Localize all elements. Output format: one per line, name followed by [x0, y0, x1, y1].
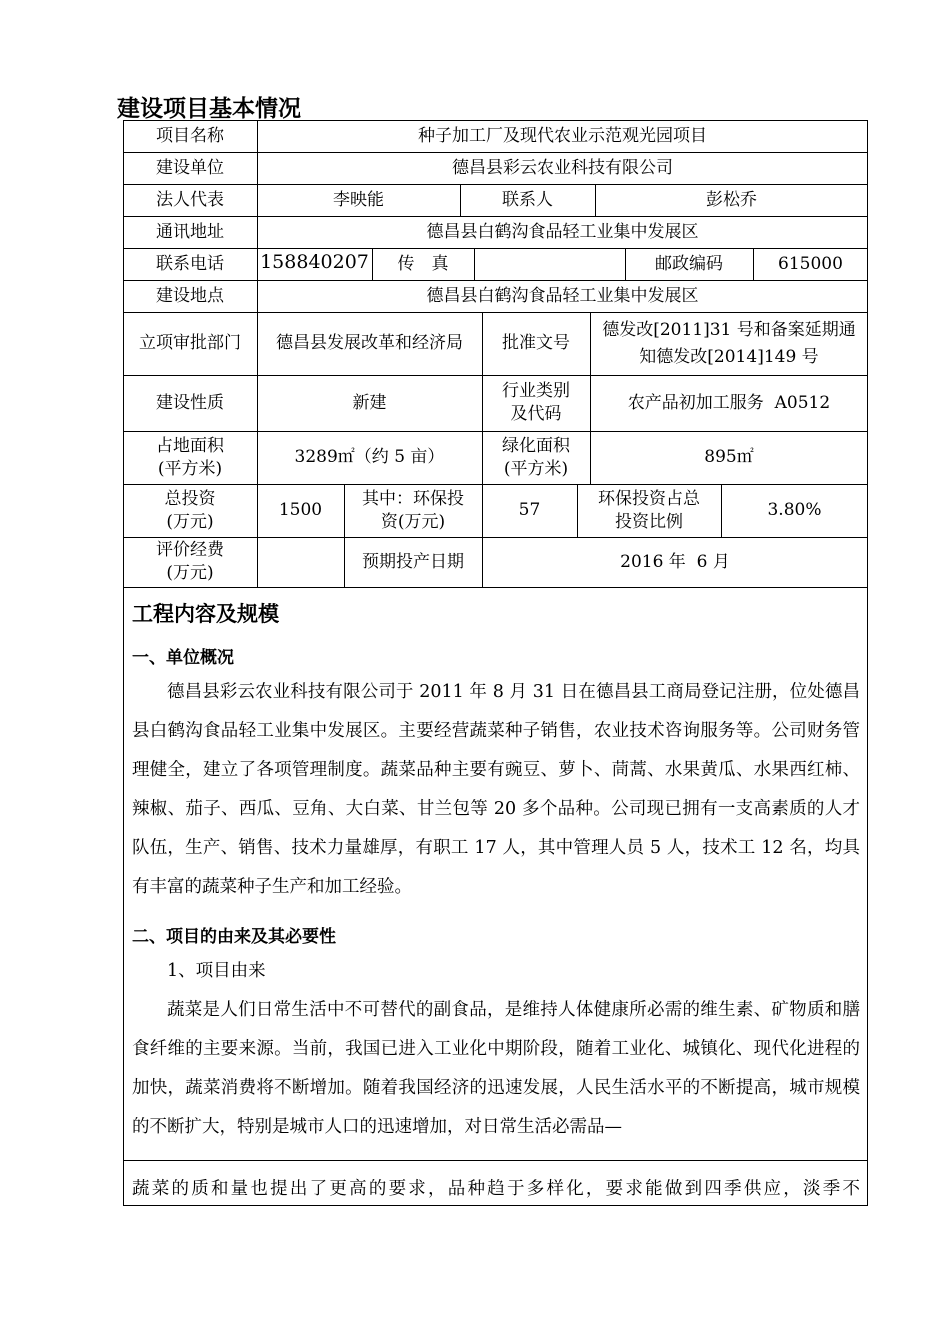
eval-fee-label: 评价经费(万元): [156, 540, 224, 583]
postcode-value: 615000: [778, 253, 843, 274]
page-break-rule: [123, 1160, 868, 1161]
project-name-value: 种子加工厂及现代农业示范观光园项目: [418, 125, 707, 146]
start-date-value: 2016 年 6 月: [620, 551, 730, 572]
postcode-label: 邮政编码: [655, 253, 723, 274]
page-title: 建设项目基本情况: [117, 96, 301, 122]
subheading-project-origin: 1、项目由来: [167, 961, 266, 981]
approval-no-value: 德发改[2011]31 号和备案延期通知德发改[2014]149 号: [602, 319, 856, 367]
approval-dept-label: 立项审批部门: [139, 333, 241, 353]
env-ratio-label: 环保投资占总投资比例: [598, 488, 700, 532]
env-ratio-value: 3.80%: [767, 500, 822, 520]
section-title: 工程内容及规模: [132, 602, 279, 626]
paragraph-project-origin: 蔬菜是人们日常生活中不可替代的副食品，是维持人体健康所必需的维生素、矿物质和膳食纤维的主要来源。当前，我国已进入工业化中期阶段，随着工业化、城镇化、现代化进程的加快，蔬菜消费将不断增加。随着我国经济的迅速发展，人民生活水平的不断提高，城市规模的不断扩大，特别是城市人口的迅速增加，对日常生活必需品—: [132, 1000, 860, 1137]
address-label: 通讯地址: [156, 221, 224, 242]
site-label: 建设地点: [156, 285, 224, 306]
phone-label: 联系电话: [156, 253, 224, 274]
project-name-label: 项目名称: [156, 125, 224, 146]
table-rule: [123, 587, 868, 588]
area-value: 3289㎡（约 5 亩）: [294, 447, 445, 467]
heading-company-overview: 一、单位概况: [132, 648, 234, 668]
site-value: 德昌县白鹤沟食品轻工业集中发展区: [426, 285, 699, 306]
contact-value: 彭松乔: [706, 189, 757, 210]
green-label: 绿化面积(平方米): [502, 435, 570, 479]
eval-fee-value: [257, 537, 344, 587]
heading-project-origin: 二、项目的由来及其必要性: [132, 927, 336, 947]
invest-label: 总投资(万元): [164, 488, 216, 532]
start-date-label: 预期投产日期: [362, 551, 464, 572]
industry-label: 行业类别及代码: [502, 381, 570, 424]
builder-value: 德昌县彩云农业科技有限公司: [452, 157, 673, 178]
invest-value: 1500: [278, 500, 323, 520]
area-label: 占地面积(平方米): [156, 435, 224, 479]
legal-rep-value: 李映能: [333, 189, 384, 210]
builder-label: 建设单位: [156, 157, 224, 178]
nature-value: 新建: [352, 392, 387, 413]
phone-value: 158840207: [260, 250, 369, 273]
paragraph-continued: 蔬菜的质和量也提出了更高的要求，品种趋于多样化，要求能做到四季供应，淡季不: [132, 1179, 860, 1199]
fax-value: [474, 248, 625, 280]
paragraph-company-overview: 德昌县彩云农业科技有限公司于 2011 年 8 月 31 日在德昌县工商局登记注册，位处德昌县白鹤沟食品轻工业集中发展区。主要经营蔬菜种子销售，农业技术咨询服务等。公司财务管理健全，建立了各项管理制度。蔬菜品种主要有豌豆、萝卜、茼蒿、水果黄瓜、水果西红柿、辣椒、茄子、西瓜、豆角、大白菜、甘兰包等 20 多个品种。公司现已拥有一支高素质的人才队伍，生产、销售、技术力量雄厚，有职工 17 人，其中管理人员 5 人，技术工 12 名，均具有丰富的蔬菜种子生产和加工经验。: [132, 682, 860, 897]
approval-dept-value: 德昌县发展改革和经济局: [276, 333, 463, 353]
contact-label: 联系人: [502, 189, 553, 210]
approval-no-label: 批准文号: [502, 333, 570, 353]
industry-value: 农产品初加工服务 A0512: [627, 392, 831, 413]
legal-rep-label: 法人代表: [156, 189, 224, 210]
green-value: 895㎡: [704, 447, 754, 467]
nature-label: 建设性质: [156, 392, 224, 413]
fax-label: 传 真: [397, 253, 449, 274]
env-invest-label: 其中：环保投资(万元): [362, 488, 464, 532]
address-value: 德昌县白鹤沟食品轻工业集中发展区: [426, 221, 699, 242]
env-invest-value: 57: [518, 500, 541, 520]
